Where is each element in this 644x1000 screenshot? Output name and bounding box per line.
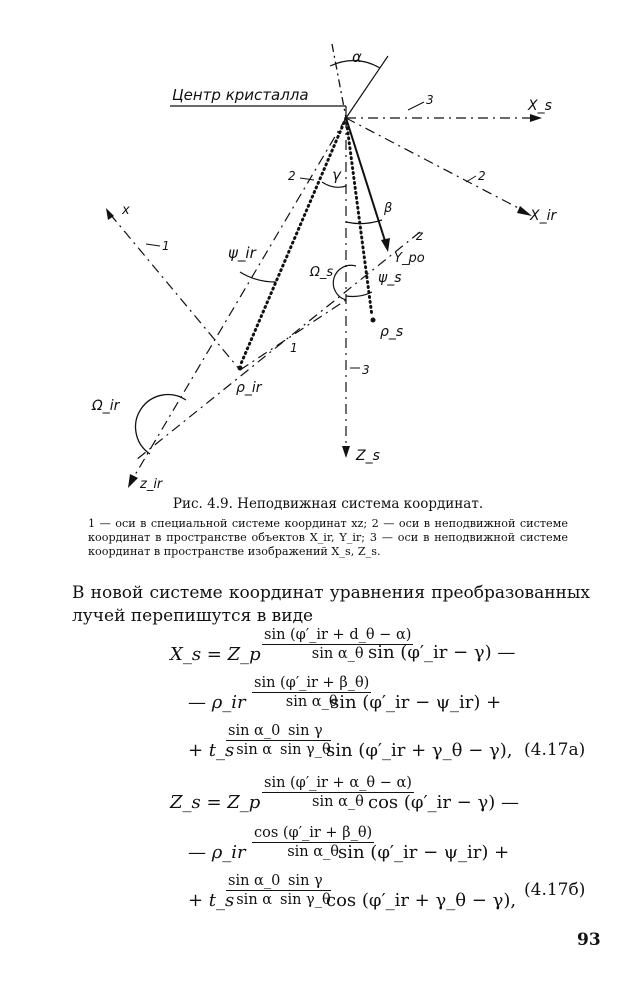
eq-zs-frac3b: [280, 872, 331, 909]
eq-xs-frac3a: [226, 722, 282, 759]
figure-caption: [88, 496, 568, 559]
gamma-label: γ: [332, 166, 341, 184]
eq-zs-frac2-num: cos (φ′_ir + β_θ): [254, 825, 373, 841]
psi-ir-label: ψ_ir: [228, 244, 256, 262]
eq-xs-frac3a-num: sin α_0: [228, 723, 281, 739]
eq-zs-line3-lhs: + t_s: [188, 890, 235, 911]
axis-1-label-lower: 1: [290, 341, 298, 355]
axis-3-label-bottom: 3: [362, 363, 370, 377]
eq-xs-lhs: X_s = Z_p: [170, 644, 261, 665]
eq-4-17b-number: (4.17б): [524, 880, 586, 900]
eq-zs-line2-lhs: — ρ_ir: [188, 842, 246, 863]
eq-zs-term2: sin (φ′_ir − ψ_ir) +: [338, 842, 510, 863]
eq-zs-frac3a-num: sin α_0: [228, 873, 281, 889]
eq-zs-frac2-den: sin α_θ: [287, 844, 340, 860]
eq-xs-line3-lhs: + t_s: [188, 740, 235, 761]
eq-xs-frac2-num: sin (φ′_ir + β_θ): [254, 675, 370, 691]
eq-zs-frac3a-den: sin α: [236, 892, 273, 908]
xir-axis-label: X_ir: [530, 208, 557, 224]
eq-xs-frac1-den: sin α_θ: [311, 646, 364, 662]
axis-2-label-right: 2: [478, 169, 486, 183]
rho-s-label: ρ_s: [380, 324, 404, 340]
psi-s-label: ψ_s: [378, 270, 402, 286]
caption-body: 1 — оси в специальной системе координат xz; 2 — оси в неподвижной системе координат в пространстве объектов X_ir, Y_ir; 3 — оси в неподвижной системе координат в пространстве изображений X_s, Z_s.: [88, 517, 568, 558]
eq-xs-frac2-den: sin α_θ: [285, 694, 338, 710]
eq-xs-term3: sin (φ′_ir + γ_θ − γ),: [326, 740, 513, 761]
beta-label: β: [384, 201, 393, 216]
zir-axis-label: z_ir: [140, 477, 163, 492]
page-number: 93: [577, 930, 601, 950]
axis-2-label-left: 2: [288, 169, 296, 183]
omega-s-label: Ω_s: [310, 265, 334, 280]
eq-xs-term1: sin (φ′_ir − γ) —: [368, 642, 516, 663]
zs-axis-label: Z_s: [356, 448, 380, 464]
axis-1-label-upper: 1: [162, 239, 170, 253]
xs-axis-label: X_s: [528, 98, 552, 114]
eq-4-17a-number: (4.17a): [524, 740, 586, 760]
eq-zs-lhs: Z_s = Z_p: [170, 792, 261, 813]
alpha-label: α: [352, 48, 362, 66]
caption-title: Рис. 4.9. Неподвижная система координат.: [172, 496, 484, 512]
eq-zs-term3: cos (φ′_ir + γ_θ − γ),: [326, 890, 517, 911]
eq-zs-term1: cos (φ′_ir − γ) —: [368, 792, 519, 813]
eq-xs-term2: sin (φ′_ir − ψ_ir) +: [330, 692, 502, 713]
eq-zs-frac1-num: sin (φ′_ir + α_θ − α): [264, 775, 412, 791]
eq-zs-frac3b-den: sin γ_θ: [280, 892, 331, 908]
ypo-axis-label: Y_po: [394, 251, 425, 266]
eq-xs-frac1-num: sin (φ′_ir + d_θ − α): [264, 627, 412, 643]
eq-xs-frac3b-num: sin γ: [280, 722, 331, 741]
eq-xs-frac3a-den: sin α: [236, 742, 273, 758]
eq-zs-frac1-den: sin α_θ: [312, 794, 364, 810]
z-axis-label: z: [416, 229, 423, 244]
eq-xs-frac3b-den: sin γ_θ: [280, 742, 331, 758]
eq-xs-frac3b: [280, 722, 331, 759]
body-paragraph: В новой системе координат уравнения преобразованных лучей перепишутся в виде: [72, 583, 590, 626]
omega-ir-label: Ω_ir: [92, 398, 120, 414]
axis-3-label-top: 3: [426, 93, 434, 107]
x-axis-label: x: [122, 203, 130, 218]
eq-xs-line2-lhs: — ρ_ir: [188, 692, 246, 713]
rho-ir-label: ρ_ir: [236, 380, 262, 396]
crystal-center-label: Центр кристалла: [172, 86, 309, 104]
eq-zs-frac3b-num: sin γ: [280, 872, 331, 891]
eq-zs-frac3a: [226, 872, 282, 909]
